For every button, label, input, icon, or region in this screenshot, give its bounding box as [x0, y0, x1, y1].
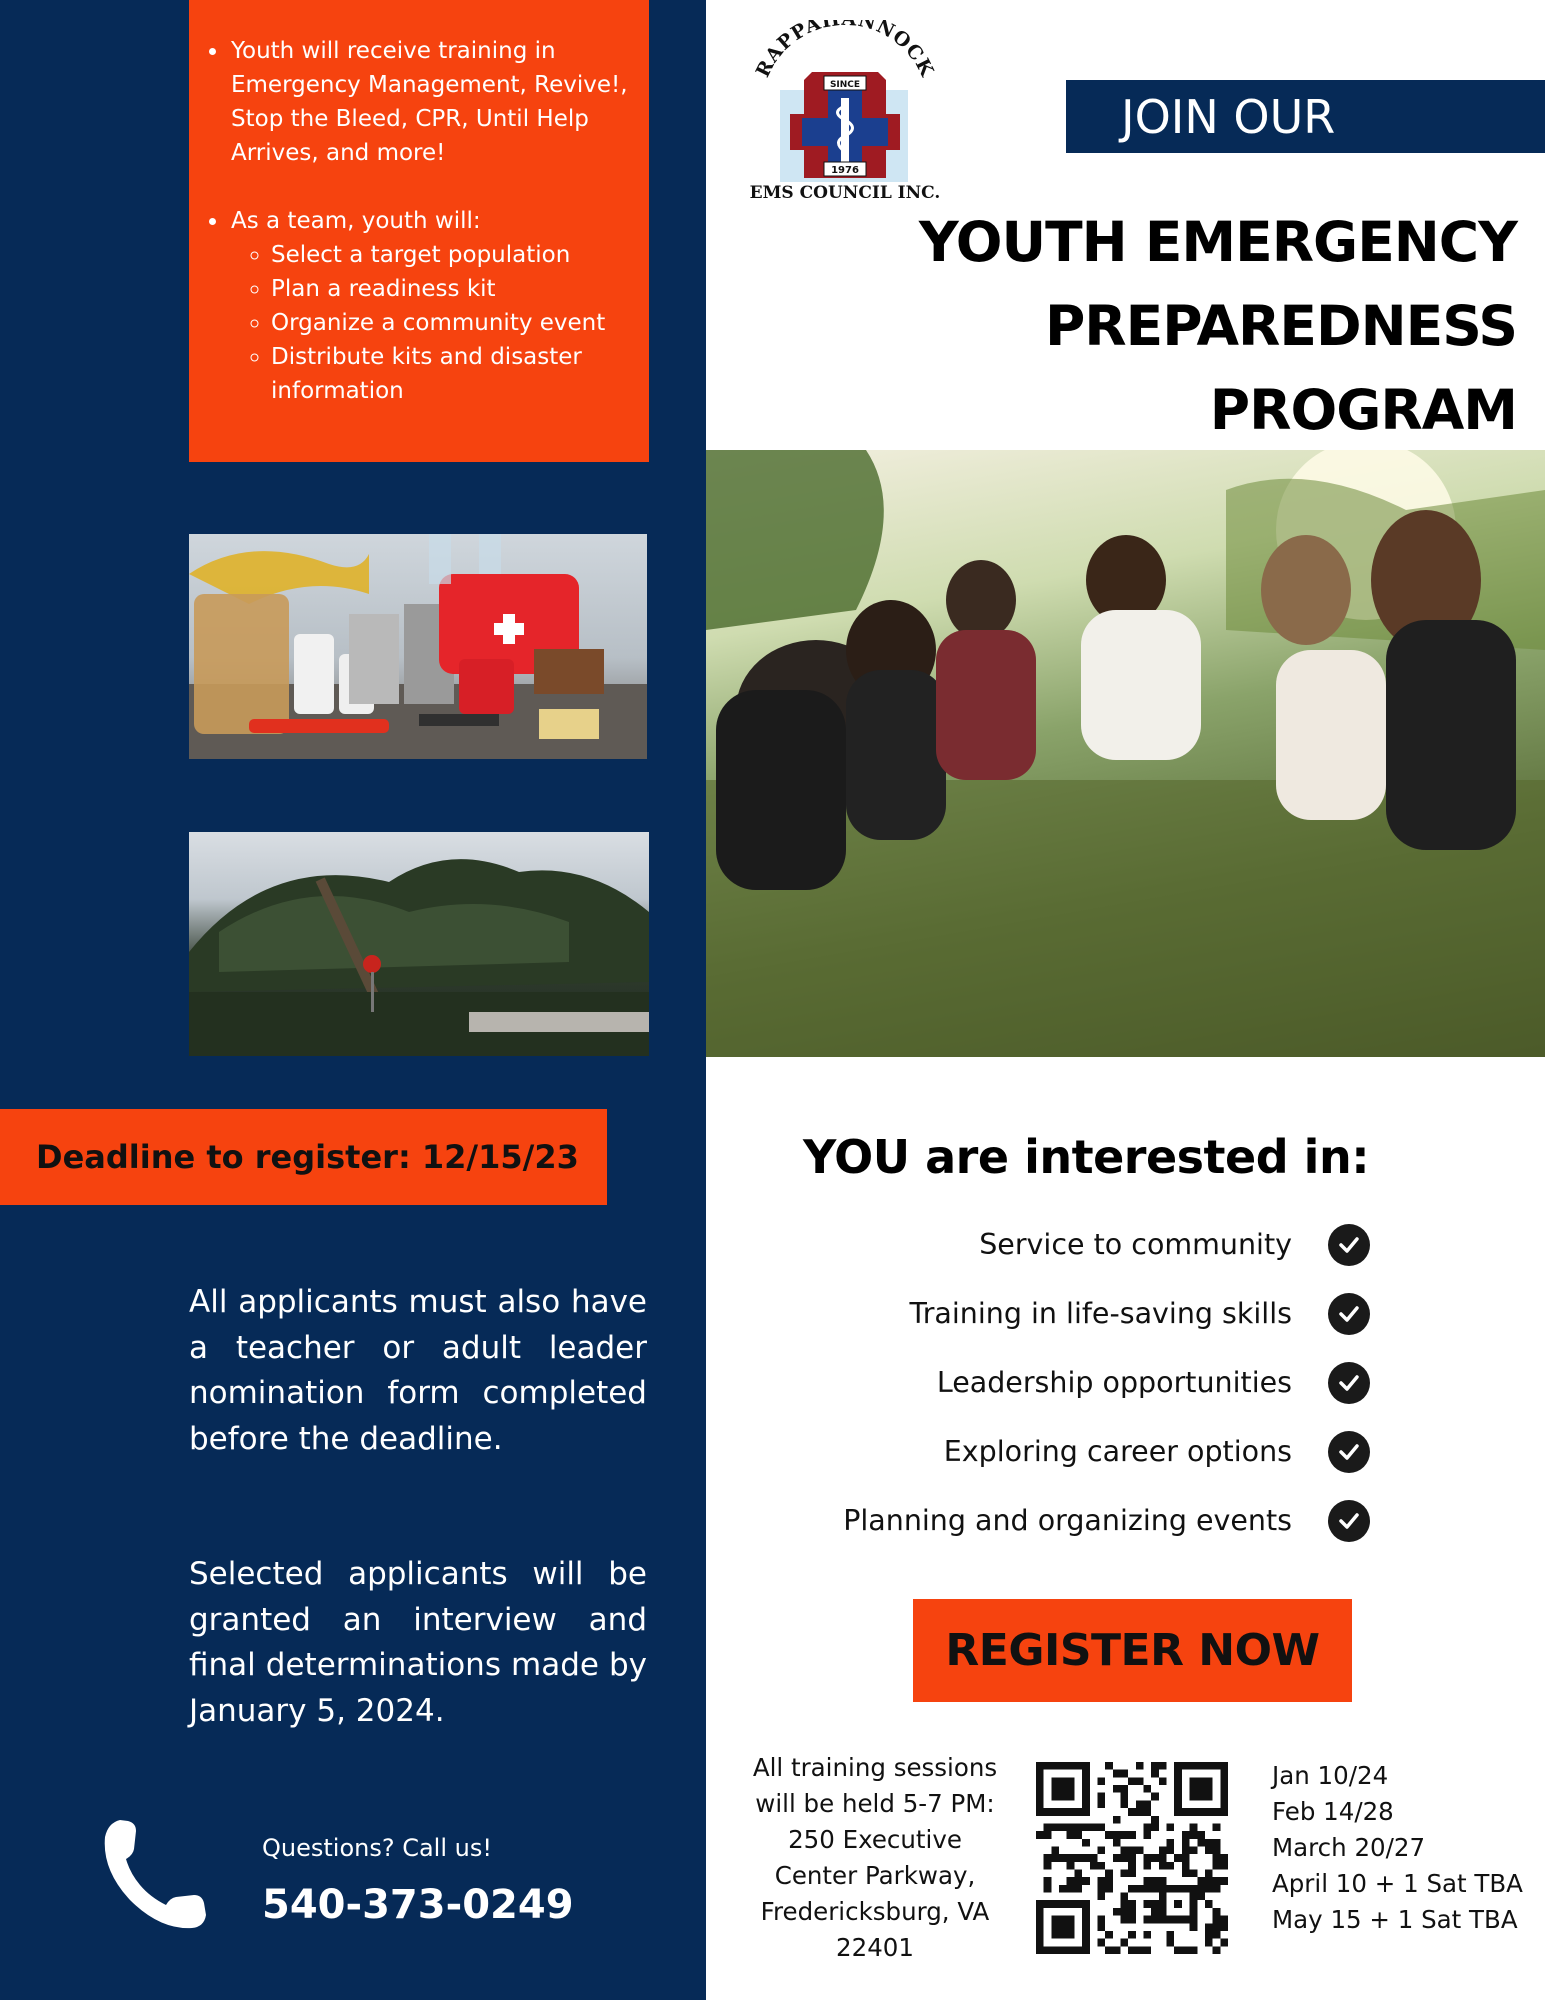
interest-label: Leadership opportunities — [936, 1366, 1292, 1399]
interest-label: Service to community — [979, 1228, 1292, 1261]
date-item: March 20/27 — [1272, 1833, 1426, 1862]
storm-damage-photo — [189, 832, 649, 1056]
date-item: May 15 + 1 Sat TBA — [1272, 1905, 1518, 1934]
join-label: JOIN OUR — [1121, 89, 1336, 144]
interest-label: Exploring career options — [943, 1435, 1292, 1468]
team-item: ◦ Organize a community event — [271, 306, 629, 340]
sessions-line: Fredericksburg, VA — [760, 1897, 990, 1926]
interest-label: Training in life-saving skills — [909, 1297, 1292, 1330]
logo-top-text: RAPPAH NNOCK — [751, 20, 939, 81]
program-details-box — [189, 0, 649, 462]
interest-label: Planning and organizing events — [843, 1504, 1292, 1537]
details-list — [229, 34, 629, 408]
svg-text:RAPPAHANNOCK — [752, 20, 939, 81]
emergency-kit-photo — [189, 534, 647, 759]
phone-icon — [100, 1815, 210, 1935]
date-item: April 10 + 1 Sat TBA — [1272, 1869, 1523, 1898]
youth-group-photo — [706, 450, 1545, 1057]
register-now-button[interactable] — [913, 1599, 1352, 1702]
list-item — [780, 1348, 1370, 1417]
list-item — [780, 1486, 1370, 1555]
logo-year-text: 1976 — [831, 165, 859, 176]
deadline-banner — [0, 1109, 607, 1205]
check-circle-icon — [1328, 1224, 1370, 1266]
logo-since-text: SINCE — [829, 80, 861, 90]
date-item: Jan 10/24 — [1272, 1761, 1389, 1790]
list-item — [780, 1279, 1370, 1348]
selection-notice: Selected applicants will be granted an interview and final determinations made by January 5, 2024. — [189, 1556, 647, 1729]
check-circle-icon — [1328, 1431, 1370, 1473]
date-item: Feb 14/28 — [1272, 1797, 1394, 1826]
program-title — [877, 200, 1517, 452]
check-circle-icon — [1328, 1500, 1370, 1542]
team-item: ◦ Distribute kits and disaster information — [271, 340, 629, 408]
title-line: PREPAREDNESS — [1045, 294, 1517, 358]
title-line: PROGRAM — [1209, 378, 1517, 442]
sessions-line: Center Parkway, — [774, 1861, 976, 1890]
training-bullet: • Youth will receive training in Emergency Management, Revive!, Stop the Bleed, CPR, Until Help Arrives, and more! — [229, 34, 629, 170]
sessions-line: 250 Executive — [788, 1825, 962, 1854]
team-bullet-label: As a team, youth will: — [231, 208, 481, 234]
nomination-requirement: All applicants must also have a teacher or adult leader nomination form completed before the deadline. — [189, 1284, 647, 1457]
phone-number[interactable]: 540-373-0249 — [262, 1882, 574, 1928]
qr-code-icon[interactable] — [1036, 1762, 1228, 1954]
logo-bottom-text: EMS COUNCIL INC. — [749, 183, 941, 203]
interests-heading: YOU are interested in: — [803, 1130, 1370, 1184]
sessions-line: All training sessions — [752, 1753, 998, 1782]
team-bullet — [229, 204, 629, 408]
team-sublist — [231, 238, 629, 408]
team-item: ◦ Select a target population — [271, 238, 629, 272]
check-circle-icon — [1328, 1293, 1370, 1335]
list-item — [780, 1210, 1370, 1279]
deadline-text: Deadline to register: 12/15/23 — [36, 1138, 579, 1176]
sessions-line: will be held 5-7 PM: — [755, 1789, 995, 1818]
interests-list — [780, 1210, 1370, 1555]
join-banner — [1066, 80, 1545, 153]
rappahannock-ems-logo — [740, 20, 950, 205]
team-item: ◦ Plan a readiness kit — [271, 272, 629, 306]
sessions-line: 22401 — [836, 1933, 914, 1962]
title-line: YOUTH EMERGENCY — [918, 210, 1517, 274]
sessions-info — [736, 1750, 1014, 1966]
list-item — [780, 1417, 1370, 1486]
questions-label: Questions? Call us! — [262, 1834, 492, 1862]
register-label: REGISTER NOW — [945, 1625, 1320, 1676]
check-circle-icon — [1328, 1362, 1370, 1404]
session-dates — [1272, 1758, 1523, 1938]
